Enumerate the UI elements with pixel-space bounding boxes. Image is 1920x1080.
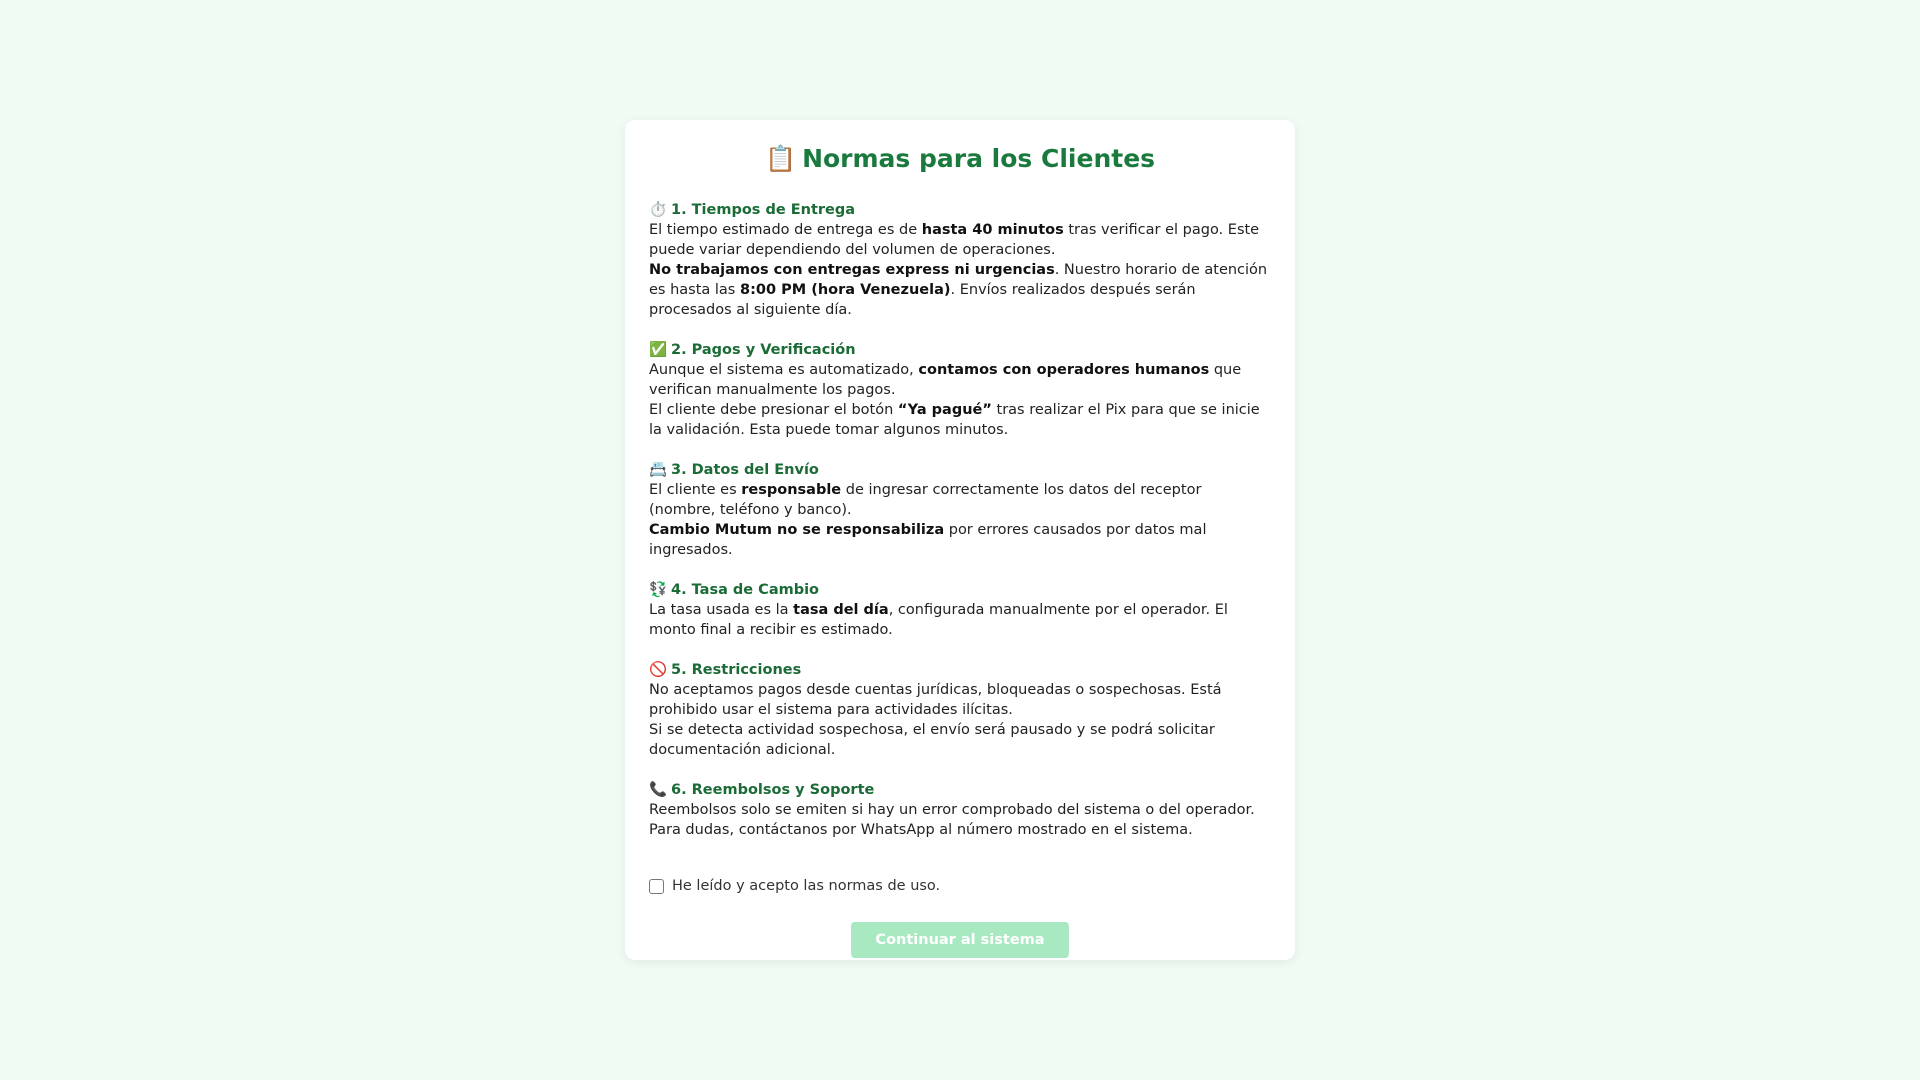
section-title-text: 4. Tasa de Cambio [671, 582, 820, 598]
body-text: Reembolsos solo se emiten si hay un error comprobado del sistema o del operador. [649, 802, 1255, 818]
emphasis-text: Cambio Mutum no se responsabiliza [649, 522, 945, 538]
section-title [649, 200, 1271, 220]
rules-section [649, 660, 1271, 760]
section-title [649, 780, 1271, 800]
rules-section [649, 580, 1271, 640]
section-title-text: 2. Pagos y Verificación [671, 342, 856, 358]
body-text: La tasa usada es la [649, 602, 794, 618]
body-text: . Nuestro horario de atención es hasta las [649, 262, 1268, 298]
section-paragraph [649, 400, 1271, 440]
body-text: tras verificar el pago. Este puede variar dependiendo del volumen de operaciones. [649, 222, 1260, 258]
section-paragraph [649, 480, 1271, 520]
body-text: Para dudas, contáctanos por WhatsApp al número mostrado en el sistema. [649, 822, 1193, 838]
accept-terms-label: He leído y acepto las normas de uso. [672, 878, 941, 894]
button-row [649, 922, 1271, 958]
body-text: El cliente es [649, 482, 742, 498]
section-title [649, 660, 1271, 680]
accept-terms-row[interactable] [649, 878, 1271, 894]
body-text: . Envíos realizados después serán procesados al siguiente día. [649, 282, 1196, 318]
body-text: tras realizar el Pix para que se inicie la validación. Esta puede tomar algunos minutos. [649, 402, 1260, 438]
section-paragraph [649, 720, 1271, 760]
section-title [649, 340, 1271, 360]
rules-section [649, 200, 1271, 320]
body-text: No aceptamos pagos desde cuentas jurídicas, bloqueadas o sospechosas. Está prohibido usar el sistema para actividades ilícitas. [649, 682, 1222, 718]
prohibited-icon: 🚫 [649, 662, 668, 678]
body-text: Aunque el sistema es automatizado, [649, 362, 919, 378]
section-paragraph [649, 600, 1271, 640]
card-index-icon: 📇 [649, 462, 668, 478]
emphasis-text: responsable [741, 482, 842, 498]
section-title-text: 3. Datos del Envío [671, 462, 819, 478]
check-mark-icon: ✅ [649, 342, 668, 358]
page-title-text: Normas para los Clientes [802, 144, 1156, 173]
body-text: Si se detecta actividad sospechosa, el envío será pausado y se podrá solicitar documentación adicional. [649, 722, 1215, 758]
stopwatch-icon: ⏱️ [649, 202, 668, 218]
section-title [649, 580, 1271, 600]
section-paragraph [649, 800, 1271, 820]
body-text: El cliente debe presionar el botón [649, 402, 898, 418]
body-text: , configurada manualmente por el operador. El monto final a recibir es estimado. [649, 602, 1228, 638]
rules-sections [649, 200, 1271, 840]
section-paragraph [649, 520, 1271, 560]
section-paragraph [649, 260, 1271, 320]
section-title-text: 5. Restricciones [671, 662, 802, 678]
emphasis-text: tasa del día [793, 602, 889, 618]
continue-button[interactable]: Continuar al sistema [851, 922, 1068, 958]
section-paragraph [649, 680, 1271, 720]
section-paragraph [649, 220, 1271, 260]
emphasis-text: 8:00 PM (hora Venezuela) [739, 282, 951, 298]
page-title [649, 142, 1271, 176]
telephone-icon: 📞 [649, 782, 668, 798]
section-paragraph [649, 360, 1271, 400]
section-title-text: 1. Tiempos de Entrega [671, 202, 856, 218]
section-title-text: 6. Reembolsos y Soporte [671, 782, 875, 798]
section-title [649, 460, 1271, 480]
clipboard-icon: 📋 [764, 144, 797, 173]
rules-section [649, 460, 1271, 560]
accept-terms-checkbox[interactable] [649, 879, 664, 894]
emphasis-text: hasta 40 minutos [921, 222, 1064, 238]
body-text: por errores causados por datos mal ingresados. [649, 522, 1207, 558]
emphasis-text: No trabajamos con entregas express ni urgencias [649, 262, 1055, 278]
body-text: de ingresar correctamente los datos del receptor (nombre, teléfono y banco). [649, 482, 1202, 518]
emphasis-text: “Ya pagué” [897, 402, 992, 418]
emphasis-text: contamos con operadores humanos [918, 362, 1210, 378]
rules-section [649, 780, 1271, 840]
body-text: El tiempo estimado de entrega es de [649, 222, 922, 238]
rules-section [649, 340, 1271, 440]
section-paragraph [649, 820, 1271, 840]
body-text: que verifican manualmente los pagos. [649, 362, 1242, 398]
rules-card [625, 120, 1295, 960]
currency-exchange-icon: 💱 [649, 582, 668, 598]
